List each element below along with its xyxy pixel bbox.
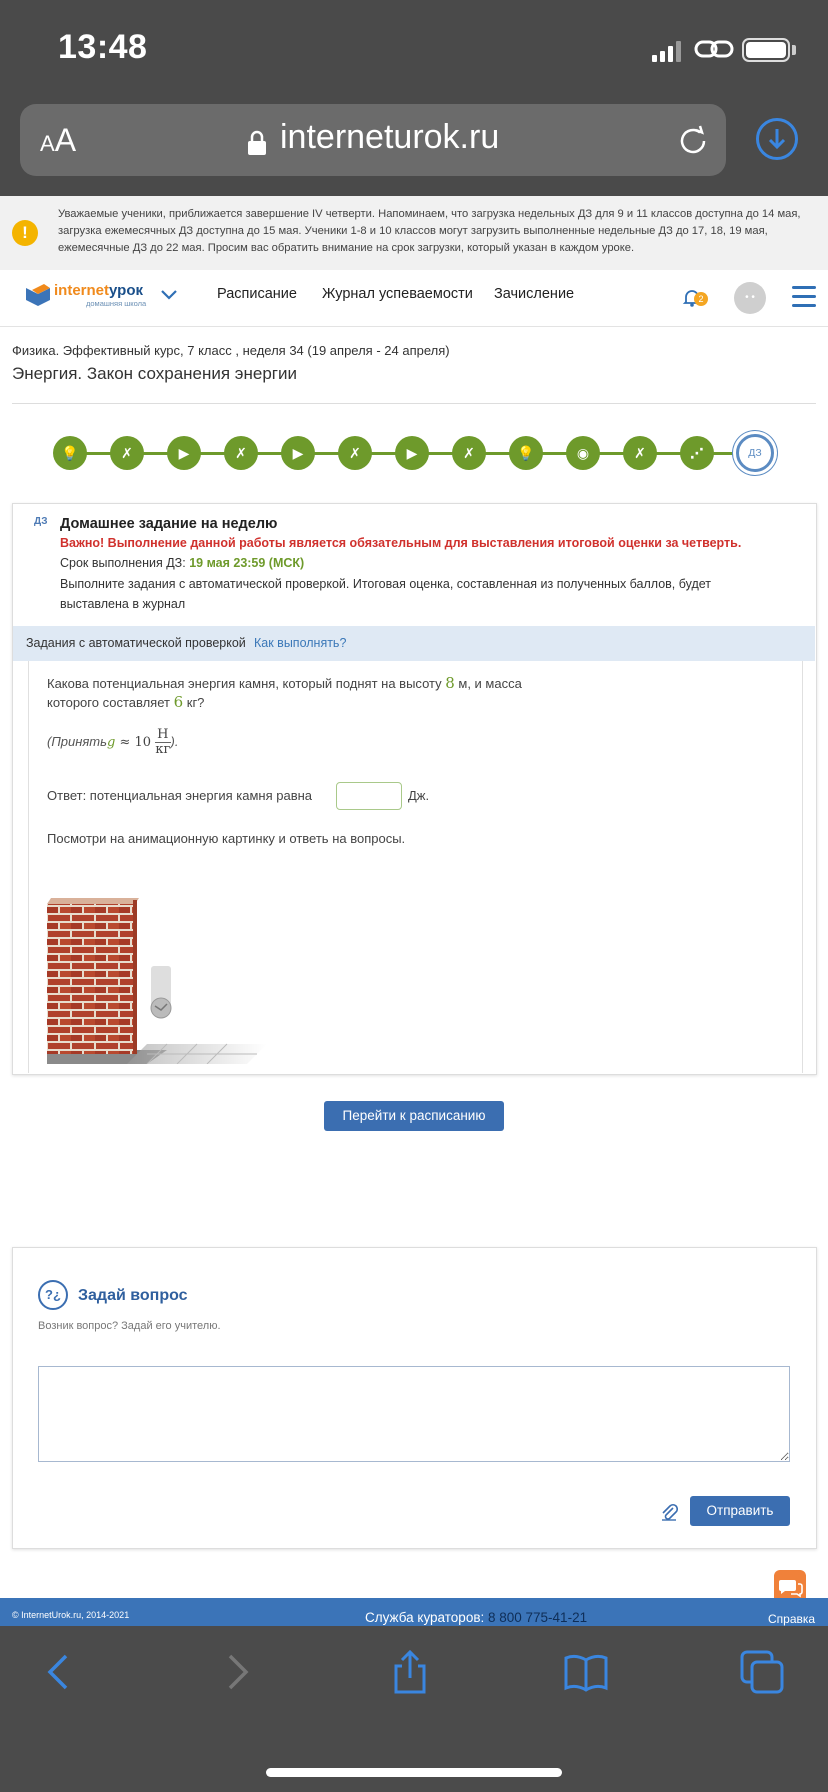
footer-service: Служба кураторов: 8 800 775-41-21 xyxy=(365,1610,588,1625)
tabs-icon[interactable] xyxy=(738,1648,786,1696)
step-homework[interactable]: ДЗ xyxy=(736,434,774,472)
step-bulb-icon[interactable]: 💡 xyxy=(53,436,87,470)
nav-enrollment[interactable]: Зачисление xyxy=(494,286,575,302)
share-icon[interactable] xyxy=(386,1648,434,1696)
step-trainer-icon[interactable]: ✗ xyxy=(452,436,486,470)
question-textarea[interactable] xyxy=(38,1366,790,1462)
homework-badge: ДЗ xyxy=(34,516,48,527)
step-trainer-icon[interactable]: ✗ xyxy=(110,436,144,470)
notice-text: Уважаемые ученики, приближается завершение IV четверти. Напоминаем, что загрузка недельных ДЗ для 9 и 11 классов доступна до 14 мая, загрузка ежемесячных ДЗ доступна до 15 мая. Ученики 1-8 и 10 классов могут загрузить выполненные недельные ДЗ до 17, 18, 19 мая, ежемесячные ДЗ до 22 мая. Просим вас обратить внимание на срок загрузки, который указан в каждом уроке. xyxy=(58,208,801,254)
mass-value: 6 xyxy=(173,693,184,711)
lock-icon xyxy=(248,130,266,156)
go-to-schedule-button[interactable]: Перейти к расписанию xyxy=(324,1101,504,1131)
question-1: Какова потенциальная энергия камня, который поднят на высоту 8 м, и масса которого составляет 6 кг? xyxy=(47,674,522,711)
notification-badge: 2 xyxy=(694,292,708,306)
bookmarks-icon[interactable] xyxy=(562,1648,610,1696)
answer-input[interactable] xyxy=(336,782,402,810)
battery-tip xyxy=(792,45,796,55)
step-play-icon[interactable]: ▶ xyxy=(281,436,315,470)
step-trainer-icon[interactable]: ✗ xyxy=(623,436,657,470)
footer-help-link[interactable]: Справка xyxy=(768,1612,816,1626)
ask-title: Задай вопрос xyxy=(78,1287,188,1304)
download-arrow-icon xyxy=(759,121,795,157)
answer-label: Ответ: потенциальная энергия камня равна xyxy=(47,788,313,803)
reload-icon[interactable] xyxy=(676,124,710,158)
step-webinar-icon[interactable]: ◉ xyxy=(566,436,600,470)
question-2: Посмотри на анимационную картинку и ответь на вопросы. xyxy=(47,831,406,846)
paperclip-icon[interactable] xyxy=(660,1502,678,1522)
battery-icon xyxy=(742,38,790,62)
nav-schedule[interactable]: Расписание xyxy=(217,286,297,302)
homework-warning: Важно! Выполнение данной работы является обязательным для выставления итоговой оценки за четверть. xyxy=(60,536,742,550)
status-time: 13:48 xyxy=(58,28,148,66)
link-icon xyxy=(694,36,734,62)
logo-book-icon[interactable] xyxy=(24,282,52,308)
avatar[interactable]: • • xyxy=(734,282,766,314)
logo-subtitle: домашняя школа xyxy=(86,299,147,308)
step-play-icon[interactable]: ▶ xyxy=(395,436,429,470)
divider xyxy=(12,403,816,404)
brick-wall-animation xyxy=(47,898,267,1064)
nav-journal[interactable]: Журнал успеваемости xyxy=(322,286,473,302)
how-to-link[interactable]: Как выполнять? xyxy=(254,636,347,650)
tasks-label: Задания с автоматической проверкой xyxy=(26,636,246,650)
homework-deadline: Срок выполнения ДЗ: 19 мая 23:59 (МСК) xyxy=(60,556,305,570)
step-test-icon[interactable]: ⋰ xyxy=(680,436,714,470)
url-text[interactable]: interneturok.ru xyxy=(280,118,500,156)
warning-icon: ! xyxy=(12,220,38,246)
page-title: Энергия. Закон сохранения энергии xyxy=(12,364,297,383)
text-size-button[interactable]: AA xyxy=(40,122,77,158)
back-icon[interactable] xyxy=(36,1648,84,1696)
homework-title: Домашнее задание на неделю xyxy=(60,516,278,532)
chevron-down-icon[interactable] xyxy=(160,288,178,300)
footer-phone[interactable]: 8 800 775-41-21 xyxy=(488,1610,588,1625)
deadline-value: 19 мая 23:59 (МСК) xyxy=(189,556,305,570)
course-breadcrumb: Физика. Эффективный курс, 7 класс , неделя 34 (19 апреля - 24 апреля) xyxy=(12,343,450,358)
height-value: 8 xyxy=(445,674,455,692)
logo[interactable]: internetурок xyxy=(54,282,143,299)
answer-unit: Дж. xyxy=(408,788,430,803)
signal-icon xyxy=(652,40,682,62)
homework-description: Выполните задания с автоматической проверкой. Итоговая оценка, составленная из полученных баллов, будет выставлена в журнал xyxy=(60,577,712,611)
home-indicator[interactable] xyxy=(266,1768,562,1777)
download-icon[interactable] xyxy=(756,118,798,160)
step-trainer-icon[interactable]: ✗ xyxy=(224,436,258,470)
forward-icon[interactable] xyxy=(212,1648,260,1696)
footer-copyright: © InternetUrok.ru, 2014-2021 xyxy=(12,1610,130,1620)
send-button[interactable]: Отправить xyxy=(690,1496,790,1526)
question-icon: ?¿ xyxy=(38,1280,68,1310)
step-play-icon[interactable]: ▶ xyxy=(167,436,201,470)
ask-subtitle: Возник вопрос? Задай его учителю. xyxy=(38,1320,221,1332)
unit-fraction: $\frac{Н}{кг}$ xyxy=(155,727,171,757)
formula-hint: (Принятьg ≈ 10 $\frac{Н}{кг}$). xyxy=(47,727,179,757)
step-trainer-icon[interactable]: ✗ xyxy=(338,436,372,470)
step-bulb-icon[interactable]: 💡 xyxy=(509,436,543,470)
menu-icon[interactable] xyxy=(792,286,816,308)
